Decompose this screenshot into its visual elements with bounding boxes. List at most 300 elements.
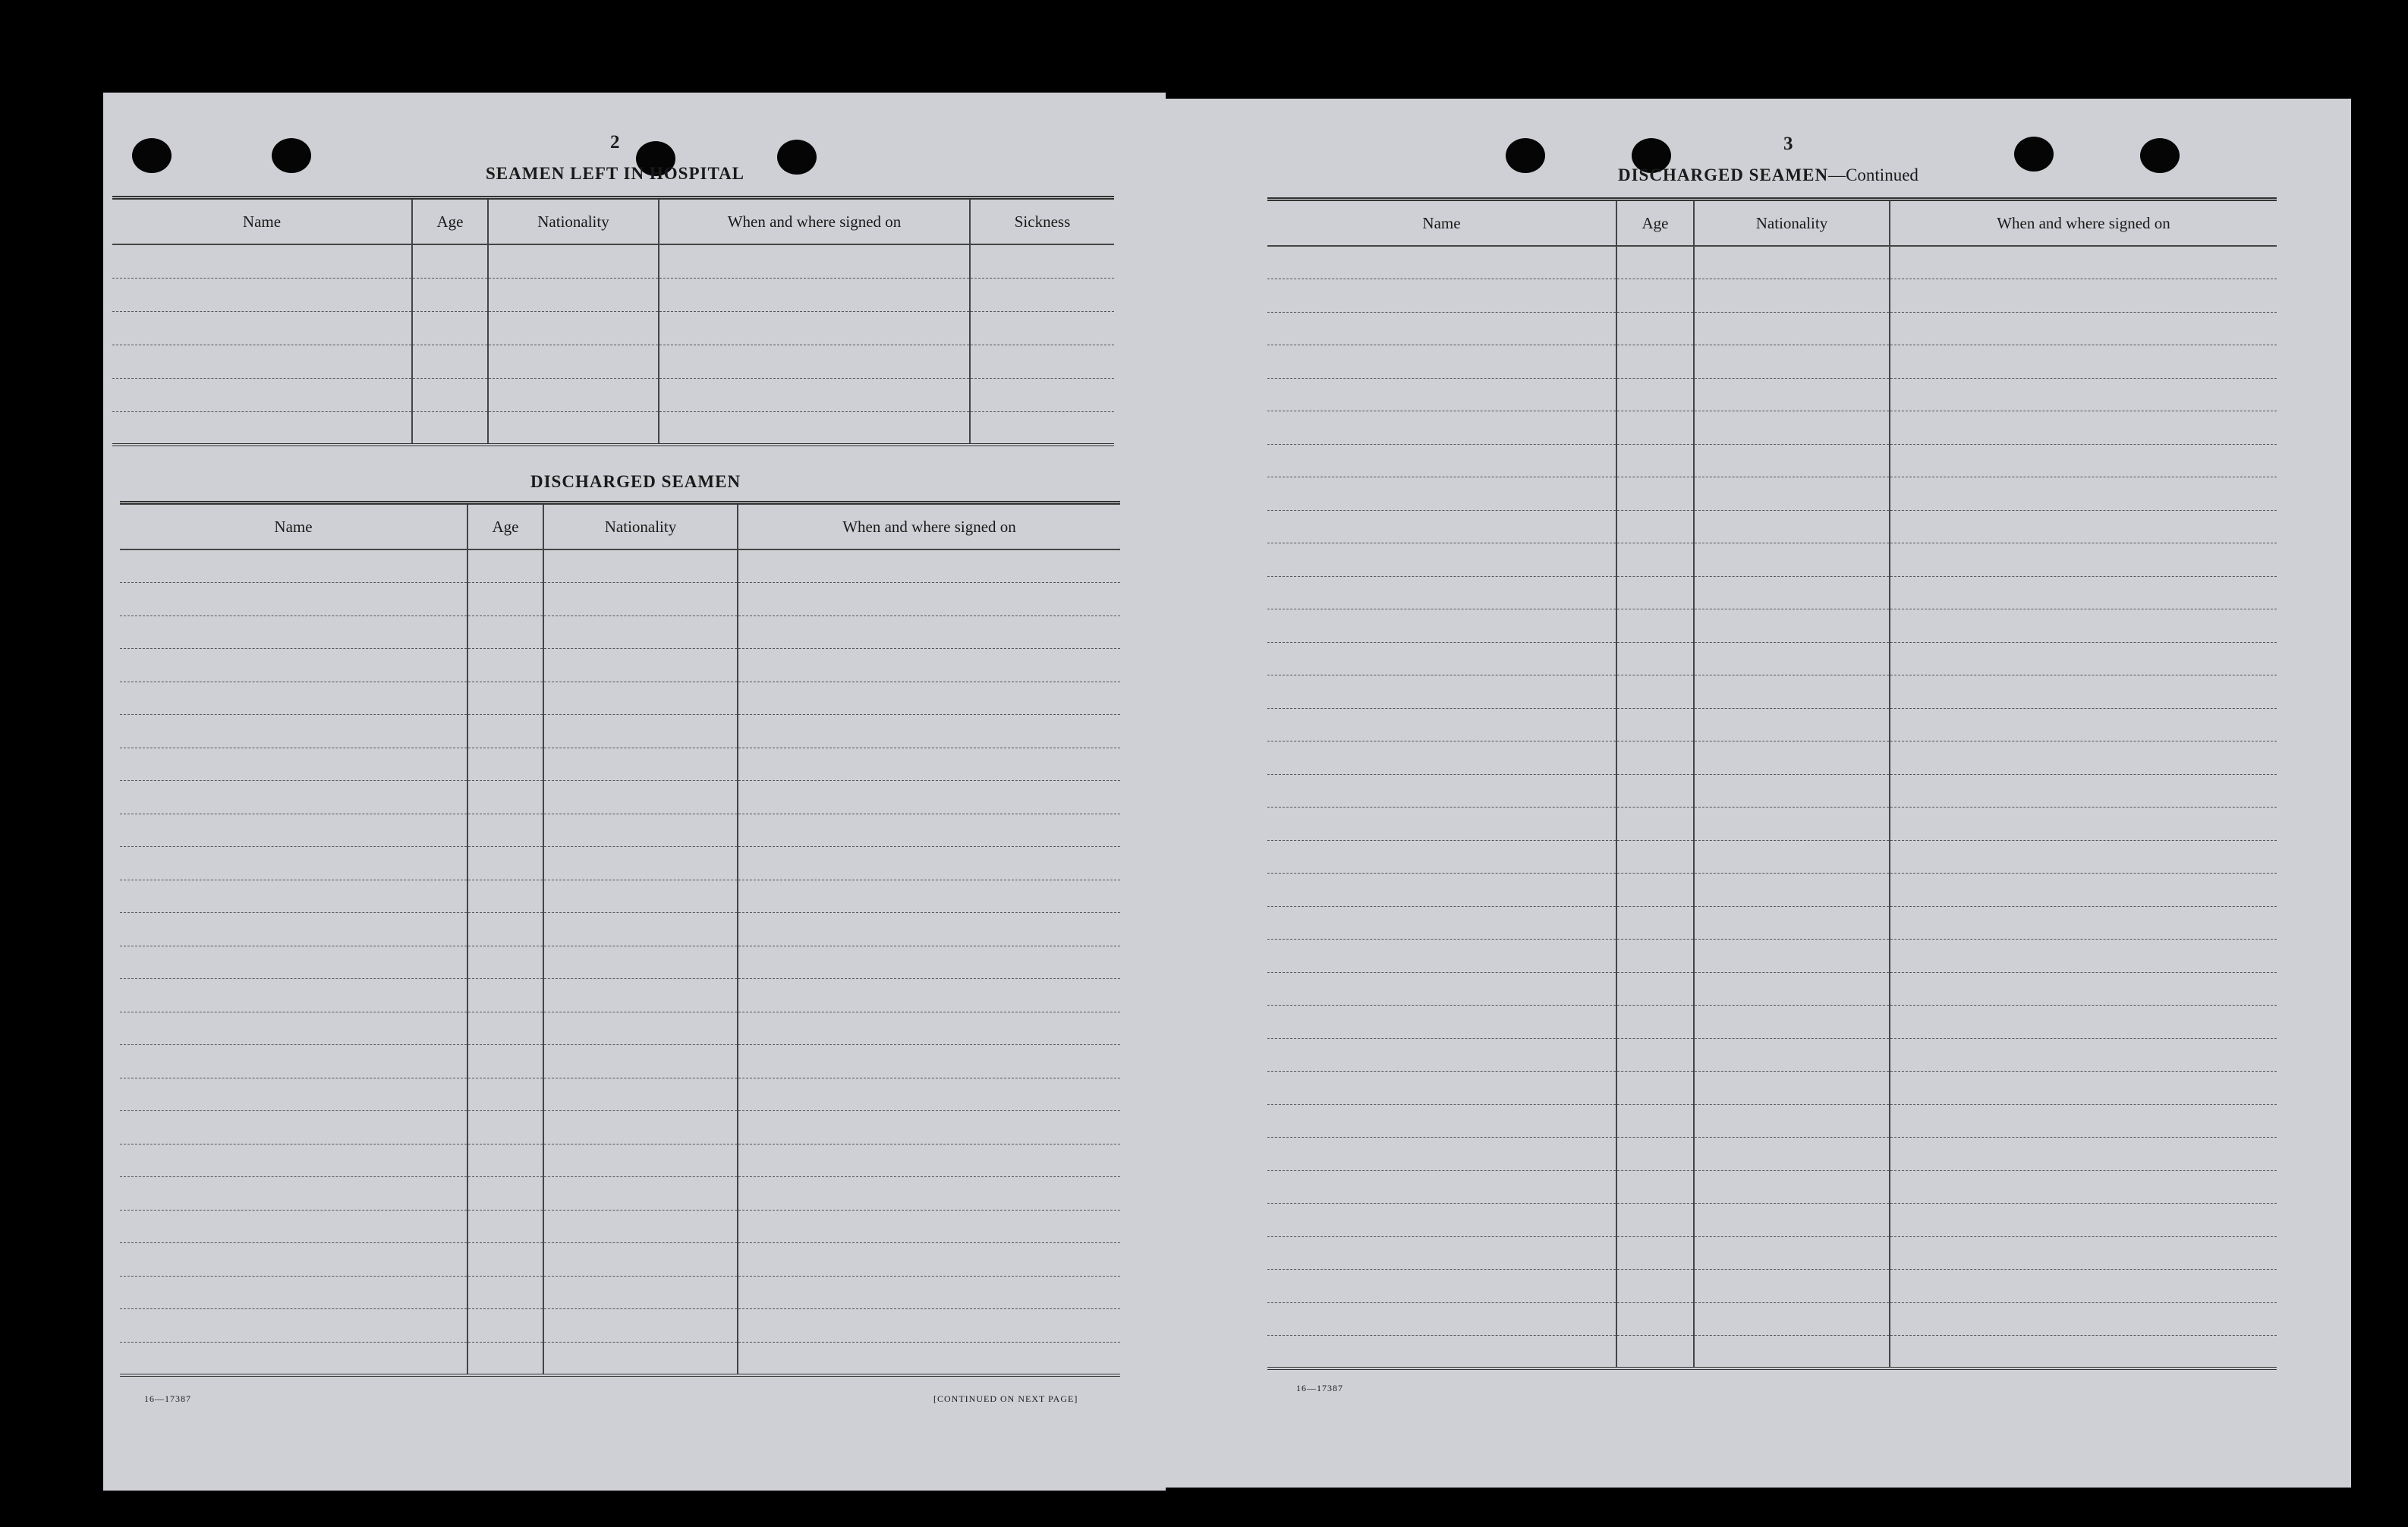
table-cell bbox=[120, 682, 467, 715]
table-cell bbox=[738, 1276, 1120, 1309]
table-cell bbox=[120, 549, 467, 583]
table-cell bbox=[1890, 378, 2277, 411]
table-cell bbox=[1890, 906, 2277, 940]
table-cell bbox=[112, 311, 412, 345]
table-cell bbox=[1267, 543, 1616, 577]
table-cell bbox=[543, 682, 738, 715]
column-header-nationality: Nationality bbox=[488, 198, 659, 245]
table-cell bbox=[412, 378, 488, 411]
table-cell bbox=[1267, 576, 1616, 609]
column-header-age: Age bbox=[1616, 200, 1694, 247]
table-cell bbox=[467, 814, 543, 847]
table-cell bbox=[1616, 972, 1694, 1006]
hospital-section-title: SEAMEN LEFT IN HOSPITAL bbox=[486, 164, 745, 183]
column-header-sickness: Sickness bbox=[970, 198, 1114, 245]
table-cell bbox=[1890, 609, 2277, 643]
table-cell bbox=[1890, 1336, 2277, 1369]
table-cell bbox=[120, 715, 467, 748]
table-cell bbox=[1694, 1170, 1890, 1204]
table-cell bbox=[1890, 312, 2277, 345]
table-cell bbox=[120, 748, 467, 781]
table-row bbox=[120, 649, 1120, 682]
table-cell bbox=[1694, 972, 1890, 1006]
table-cell bbox=[1267, 279, 1616, 313]
table-cell bbox=[1890, 774, 2277, 808]
table-cell bbox=[467, 1210, 543, 1243]
table-cell bbox=[543, 1309, 738, 1343]
table-cell bbox=[1267, 1038, 1616, 1072]
table-cell bbox=[467, 946, 543, 979]
table-row bbox=[120, 1144, 1120, 1177]
table-row bbox=[1267, 1336, 2277, 1369]
table-cell bbox=[1616, 1302, 1694, 1336]
table-cell bbox=[1267, 312, 1616, 345]
table-cell bbox=[1267, 1236, 1616, 1270]
table-cell bbox=[1267, 906, 1616, 940]
form-number: 16—17387 bbox=[1296, 1383, 1343, 1393]
column-header-nationality: Nationality bbox=[1694, 200, 1890, 247]
table-row bbox=[1267, 576, 2277, 609]
punch-hole bbox=[2140, 138, 2180, 173]
table-cell bbox=[1616, 741, 1694, 775]
table-row bbox=[1267, 874, 2277, 907]
table-cell bbox=[467, 781, 543, 814]
table-cell bbox=[467, 1309, 543, 1343]
table-cell bbox=[1890, 940, 2277, 973]
table-cell bbox=[120, 1243, 467, 1277]
table-cell bbox=[1694, 246, 1890, 279]
table-cell bbox=[1694, 1336, 1890, 1369]
table-cell bbox=[1616, 1204, 1694, 1237]
table-cell bbox=[1890, 840, 2277, 874]
table-cell bbox=[1267, 609, 1616, 643]
table-cell bbox=[738, 979, 1120, 1012]
table-row bbox=[1267, 444, 2277, 477]
table-cell bbox=[1267, 972, 1616, 1006]
table-cell bbox=[1890, 411, 2277, 445]
column-header-name: Name bbox=[120, 503, 467, 550]
table-cell bbox=[543, 979, 738, 1012]
table-cell bbox=[1694, 1006, 1890, 1039]
table-cell bbox=[1616, 312, 1694, 345]
table-cell bbox=[738, 814, 1120, 847]
continued-section-title bbox=[1618, 165, 1919, 185]
column-header-signed-on: When and where signed on bbox=[659, 198, 970, 245]
table-cell bbox=[1616, 840, 1694, 874]
table-cell bbox=[1267, 774, 1616, 808]
table-cell bbox=[120, 847, 467, 880]
table-row bbox=[120, 880, 1120, 913]
table-row bbox=[1267, 510, 2277, 543]
table-cell bbox=[1267, 1072, 1616, 1105]
table-cell bbox=[120, 1045, 467, 1078]
table-cell bbox=[738, 682, 1120, 715]
table-cell bbox=[1267, 1270, 1616, 1303]
table-cell bbox=[1694, 609, 1890, 643]
table-cell bbox=[120, 1210, 467, 1243]
table-cell bbox=[543, 880, 738, 913]
punch-hole bbox=[272, 138, 311, 173]
table-row bbox=[112, 411, 1114, 445]
table-cell bbox=[738, 583, 1120, 616]
column-header-signed-on: When and where signed on bbox=[1890, 200, 2277, 247]
table-cell bbox=[488, 278, 659, 311]
table-cell bbox=[467, 847, 543, 880]
table-row bbox=[1267, 642, 2277, 675]
table-cell bbox=[467, 649, 543, 682]
punch-hole bbox=[777, 140, 817, 175]
table-cell bbox=[1694, 874, 1890, 907]
table-cell bbox=[1890, 279, 2277, 313]
table-cell bbox=[1694, 642, 1890, 675]
table-cell bbox=[1616, 609, 1694, 643]
column-header-nationality: Nationality bbox=[543, 503, 738, 550]
table-cell bbox=[1694, 906, 1890, 940]
table-cell bbox=[738, 1012, 1120, 1045]
table-row bbox=[120, 1243, 1120, 1277]
table-cell bbox=[1694, 1038, 1890, 1072]
table-cell bbox=[1616, 1104, 1694, 1138]
table-cell bbox=[1890, 246, 2277, 279]
table-cell bbox=[1890, 1038, 2277, 1072]
table-cell bbox=[412, 411, 488, 445]
table-cell bbox=[970, 244, 1114, 278]
table-cell bbox=[1694, 279, 1890, 313]
table-cell bbox=[120, 616, 467, 649]
table-row bbox=[1267, 708, 2277, 741]
table-cell bbox=[543, 715, 738, 748]
table-cell bbox=[543, 616, 738, 649]
table-cell bbox=[120, 913, 467, 946]
table-row bbox=[1267, 1170, 2277, 1204]
table-cell bbox=[1694, 741, 1890, 775]
table-row bbox=[1267, 1204, 2277, 1237]
table-cell bbox=[1694, 411, 1890, 445]
table-row bbox=[120, 1045, 1120, 1078]
table-cell bbox=[1616, 675, 1694, 709]
table-cell bbox=[120, 1177, 467, 1211]
table-cell bbox=[467, 1045, 543, 1078]
table-cell bbox=[467, 549, 543, 583]
table-cell bbox=[659, 411, 970, 445]
table-cell bbox=[120, 880, 467, 913]
table-cell bbox=[467, 1276, 543, 1309]
table-row bbox=[120, 616, 1120, 649]
table-cell bbox=[543, 814, 738, 847]
table-cell bbox=[1616, 774, 1694, 808]
table-cell bbox=[112, 411, 412, 445]
table-cell bbox=[738, 1210, 1120, 1243]
table-cell bbox=[1694, 808, 1890, 841]
table-cell bbox=[1616, 708, 1694, 741]
table-row bbox=[120, 583, 1120, 616]
table-cell bbox=[1694, 576, 1890, 609]
table-cell bbox=[467, 1111, 543, 1144]
table-cell bbox=[543, 649, 738, 682]
table-cell bbox=[1890, 477, 2277, 511]
table-cell bbox=[738, 1045, 1120, 1078]
table-row bbox=[120, 781, 1120, 814]
table-cell bbox=[543, 1210, 738, 1243]
table-cell bbox=[1694, 543, 1890, 577]
table-cell bbox=[659, 244, 970, 278]
table-cell bbox=[1616, 543, 1694, 577]
table-row bbox=[1267, 840, 2277, 874]
table-cell bbox=[1267, 378, 1616, 411]
table-row bbox=[1267, 1138, 2277, 1171]
punch-hole bbox=[2014, 137, 2054, 172]
table-cell bbox=[1616, 1270, 1694, 1303]
table-cell bbox=[1890, 808, 2277, 841]
column-header-age: Age bbox=[412, 198, 488, 245]
table-cell bbox=[738, 946, 1120, 979]
table-cell bbox=[1616, 808, 1694, 841]
table-cell bbox=[1616, 1170, 1694, 1204]
table-cell bbox=[1267, 808, 1616, 841]
form-number: 16—17387 bbox=[144, 1393, 191, 1404]
table-cell bbox=[112, 278, 412, 311]
table-cell bbox=[1267, 1336, 1616, 1369]
table-cell bbox=[970, 278, 1114, 311]
table-cell bbox=[1616, 1038, 1694, 1072]
table-cell bbox=[970, 345, 1114, 378]
table-cell bbox=[1616, 444, 1694, 477]
table-cell bbox=[543, 1276, 738, 1309]
table-cell bbox=[1267, 708, 1616, 741]
table-cell bbox=[1694, 345, 1890, 379]
table-cell bbox=[970, 378, 1114, 411]
table-cell bbox=[467, 748, 543, 781]
table-cell bbox=[543, 748, 738, 781]
table-cell bbox=[970, 311, 1114, 345]
table-cell bbox=[1890, 510, 2277, 543]
table-row bbox=[120, 847, 1120, 880]
table-cell bbox=[1267, 675, 1616, 709]
table-cell bbox=[1694, 708, 1890, 741]
table-cell bbox=[1267, 1170, 1616, 1204]
table-cell bbox=[412, 278, 488, 311]
table-cell bbox=[1616, 477, 1694, 511]
table-cell bbox=[1616, 246, 1694, 279]
table-cell bbox=[1694, 1204, 1890, 1237]
table-cell bbox=[1616, 345, 1694, 379]
table-cell bbox=[1616, 576, 1694, 609]
table-row bbox=[1267, 1038, 2277, 1072]
table-cell bbox=[1890, 1204, 2277, 1237]
table-cell bbox=[1694, 312, 1890, 345]
table-cell bbox=[543, 781, 738, 814]
table-cell bbox=[1616, 1138, 1694, 1171]
table-cell bbox=[1267, 1302, 1616, 1336]
table-cell bbox=[738, 1111, 1120, 1144]
table-cell bbox=[738, 748, 1120, 781]
table-cell bbox=[543, 549, 738, 583]
table-cell bbox=[467, 715, 543, 748]
table-cell bbox=[1616, 874, 1694, 907]
table-cell bbox=[1267, 477, 1616, 511]
table-row bbox=[1267, 1072, 2277, 1105]
table-cell bbox=[412, 311, 488, 345]
table-cell bbox=[120, 946, 467, 979]
table-cell bbox=[543, 1078, 738, 1111]
table-cell bbox=[738, 880, 1120, 913]
table-cell bbox=[112, 345, 412, 378]
table-row bbox=[1267, 246, 2277, 279]
table-cell bbox=[488, 311, 659, 345]
table-row bbox=[1267, 1302, 2277, 1336]
table-cell bbox=[488, 345, 659, 378]
discharged-table bbox=[120, 501, 1120, 1377]
table-cell bbox=[1616, 642, 1694, 675]
table-cell bbox=[659, 378, 970, 411]
table-cell bbox=[467, 1177, 543, 1211]
table-row bbox=[120, 682, 1120, 715]
continued-note: [CONTINUED ON NEXT PAGE] bbox=[933, 1393, 1078, 1404]
table-cell bbox=[120, 1276, 467, 1309]
table-cell bbox=[467, 880, 543, 913]
table-row bbox=[1267, 543, 2277, 577]
table-row bbox=[1267, 675, 2277, 709]
table-cell bbox=[738, 1342, 1120, 1375]
table-cell bbox=[1616, 411, 1694, 445]
table-row bbox=[1267, 378, 2277, 411]
table-cell bbox=[1890, 576, 2277, 609]
table-cell bbox=[738, 1078, 1120, 1111]
table-cell bbox=[738, 649, 1120, 682]
table-cell bbox=[970, 411, 1114, 445]
table-cell bbox=[543, 583, 738, 616]
table-row bbox=[120, 748, 1120, 781]
table-row bbox=[120, 979, 1120, 1012]
table-cell bbox=[467, 1144, 543, 1177]
table-cell bbox=[1267, 741, 1616, 775]
table-row bbox=[1267, 312, 2277, 345]
table-cell bbox=[1890, 741, 2277, 775]
table-cell bbox=[120, 1111, 467, 1144]
table-cell bbox=[1890, 444, 2277, 477]
table-cell bbox=[543, 1012, 738, 1045]
table-cell bbox=[120, 814, 467, 847]
table-cell bbox=[488, 411, 659, 445]
continued-table bbox=[1267, 197, 2277, 1370]
table-cell bbox=[120, 1078, 467, 1111]
table-cell bbox=[1616, 940, 1694, 973]
table-cell bbox=[112, 244, 412, 278]
table-cell bbox=[120, 979, 467, 1012]
table-row bbox=[120, 814, 1120, 847]
table-cell bbox=[659, 345, 970, 378]
table-cell bbox=[120, 1342, 467, 1375]
table-cell bbox=[543, 1177, 738, 1211]
table-cell bbox=[543, 1243, 738, 1277]
table-cell bbox=[488, 378, 659, 411]
page-number: 3 bbox=[1783, 134, 1793, 154]
right-page bbox=[1166, 99, 2351, 1488]
table-cell bbox=[1890, 1072, 2277, 1105]
table-cell bbox=[1267, 1138, 1616, 1171]
table-cell bbox=[1267, 940, 1616, 973]
table-cell bbox=[1267, 444, 1616, 477]
table-cell bbox=[659, 311, 970, 345]
table-cell bbox=[1890, 1270, 2277, 1303]
table-cell bbox=[1267, 411, 1616, 445]
table-cell bbox=[467, 913, 543, 946]
table-row bbox=[1267, 808, 2277, 841]
table-cell bbox=[1890, 874, 2277, 907]
table-cell bbox=[1890, 1302, 2277, 1336]
table-row bbox=[120, 1342, 1120, 1375]
table-cell bbox=[738, 847, 1120, 880]
table-cell bbox=[1694, 510, 1890, 543]
table-cell bbox=[120, 1309, 467, 1343]
table-row bbox=[120, 946, 1120, 979]
table-cell bbox=[1694, 444, 1890, 477]
table-cell bbox=[1890, 708, 2277, 741]
table-cell bbox=[543, 1111, 738, 1144]
table-row bbox=[1267, 940, 2277, 973]
column-header-age: Age bbox=[467, 503, 543, 550]
table-cell bbox=[543, 1045, 738, 1078]
table-row bbox=[120, 913, 1120, 946]
table-cell bbox=[112, 378, 412, 411]
table-cell bbox=[1616, 279, 1694, 313]
table-cell bbox=[1694, 774, 1890, 808]
table-row bbox=[120, 1012, 1120, 1045]
table-row bbox=[1267, 741, 2277, 775]
table-cell bbox=[1694, 940, 1890, 973]
table-cell bbox=[120, 583, 467, 616]
table-cell bbox=[1890, 1006, 2277, 1039]
table-cell bbox=[1694, 1072, 1890, 1105]
table-cell bbox=[1616, 906, 1694, 940]
table-row bbox=[112, 378, 1114, 411]
table-row bbox=[112, 345, 1114, 378]
table-cell bbox=[543, 1144, 738, 1177]
table-cell bbox=[120, 1012, 467, 1045]
table-cell bbox=[467, 1078, 543, 1111]
table-cell bbox=[738, 549, 1120, 583]
table-cell bbox=[543, 1342, 738, 1375]
left-page bbox=[103, 93, 1166, 1491]
table-cell bbox=[1267, 1104, 1616, 1138]
table-row bbox=[1267, 1236, 2277, 1270]
column-header-name: Name bbox=[112, 198, 412, 245]
table-cell bbox=[467, 682, 543, 715]
column-header-name: Name bbox=[1267, 200, 1616, 247]
table-cell bbox=[1890, 675, 2277, 709]
table-cell bbox=[1616, 510, 1694, 543]
table-cell bbox=[467, 1342, 543, 1375]
table-cell bbox=[1694, 477, 1890, 511]
table-row bbox=[1267, 411, 2277, 445]
table-row bbox=[120, 1177, 1120, 1211]
table-cell bbox=[1267, 510, 1616, 543]
table-cell bbox=[738, 1243, 1120, 1277]
punch-hole bbox=[1506, 138, 1545, 173]
table-row bbox=[112, 278, 1114, 311]
discharged-section-title: DISCHARGED SEAMEN bbox=[530, 472, 741, 491]
table-cell bbox=[1890, 642, 2277, 675]
table-row bbox=[1267, 774, 2277, 808]
table-cell bbox=[738, 913, 1120, 946]
table-row bbox=[1267, 1006, 2277, 1039]
table-cell bbox=[738, 1177, 1120, 1211]
table-row bbox=[120, 715, 1120, 748]
title-suffix: —Continued bbox=[1828, 165, 1919, 184]
table-cell bbox=[1267, 345, 1616, 379]
table-cell bbox=[738, 715, 1120, 748]
table-row bbox=[1267, 345, 2277, 379]
